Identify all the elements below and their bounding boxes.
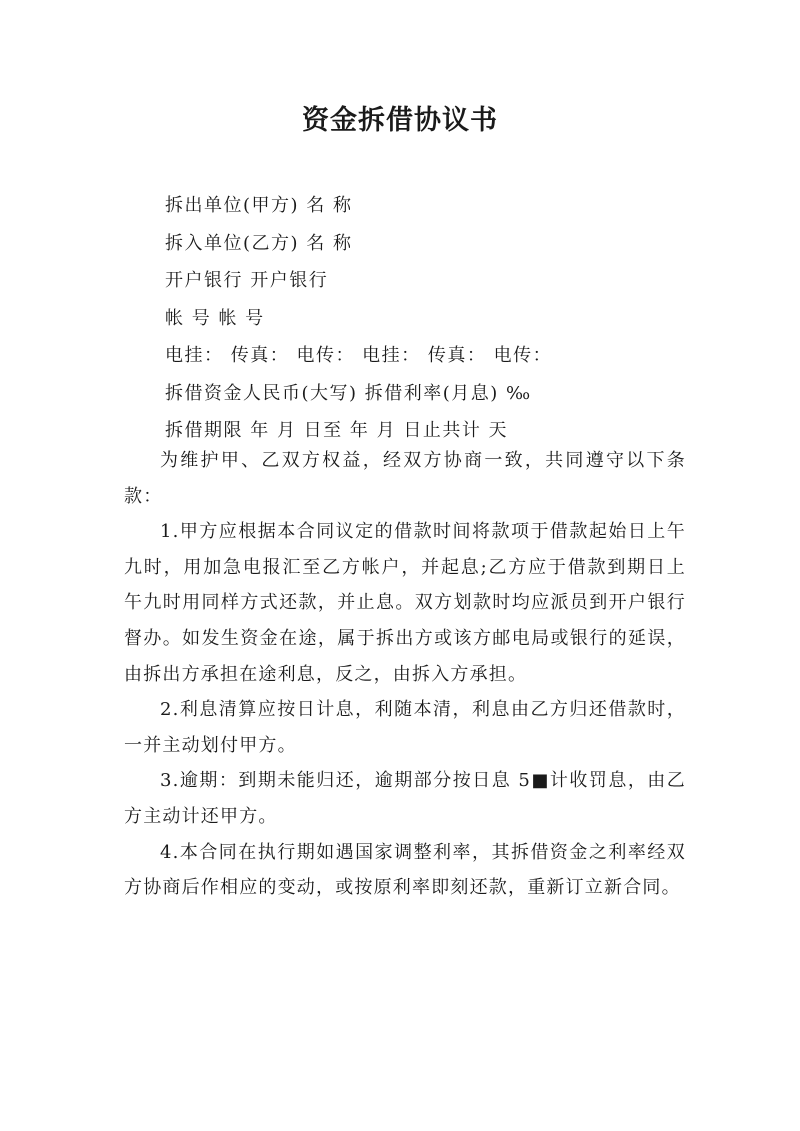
account-line: 帐 号 帐 号 [165,307,265,329]
document-title: 资金拆借协议书 [302,105,498,136]
contact-line: 电挂： 传真： 电传： 电挂： 传真： 电传： [165,345,553,366]
clause-3-paragraph: 3.逾期：到期未能归还，逾期部分按日息 5■计收罚息，由乙方主动计还甲方。 [124,770,686,827]
party-info-block [165,187,705,450]
term-line: 拆借期限 年 月 日至 年 月 日止共计 天 [165,420,509,441]
amount-rate-line: 拆借资金人民币(大写) 拆借利率(月息) ‰ [165,382,532,404]
clause-1-paragraph: 1.甲方应根据本合同议定的借款时间将款项于借款起始日上午九时，用加急电报汇至乙方帐户，并起息;乙方应于借款到期日上午九时用同样方式还款，并止息。双方划款时均应派员到开户银行督办。如发生资金在途，属于拆出方或该方邮电局或银行的延误，由拆出方承担在途利息，反之，由拆入方承担。 [124,521,686,685]
borrower-name-line: 拆入单位(乙方) 名 称 [165,232,353,254]
terms-body [124,443,686,906]
preamble-paragraph: 为维护甲、乙双方权益，经双方协商一致，共同遵守以下条款： [124,450,686,507]
clause-2-paragraph: 2.利息清算应按日计息，利随本清，利息由乙方归还借款时，一并主动划付甲方。 [124,699,686,756]
clause-4-paragraph: 4.本合同在执行期如遇国家调整利率，其拆借资金之利率经双方协商后作相应的变动，或按原利率即刻还款，重新订立新合同。 [124,841,686,899]
bank-line: 开户银行 开户银行 [165,270,329,291]
lender-name-line: 拆出单位(甲方) 名 称 [165,195,353,216]
